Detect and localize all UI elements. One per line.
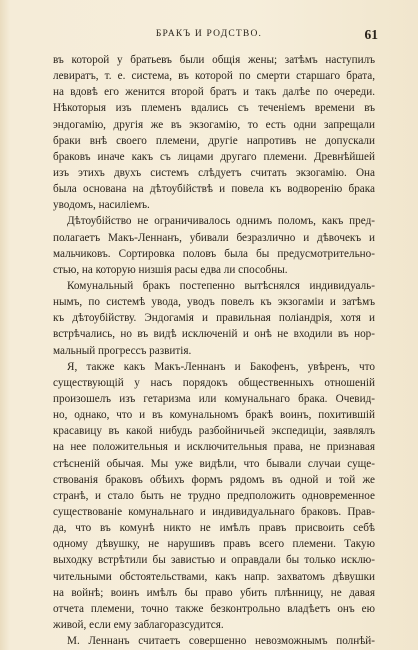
- text-line: выходку встрѣтили бы завистью и оправдали бы только исклю-: [53, 554, 375, 567]
- text-line: Дѣтоубійство не ограничивалось однимъ поломъ, какъ пред-: [67, 215, 375, 228]
- text-line: Я, также какъ Макъ-Леннанъ и Бакофенъ, увѣренъ, что: [67, 360, 375, 373]
- text-line: полагаетъ Макъ-Леннанъ, убивали безразлично и дѣвочекъ и: [53, 231, 375, 244]
- text-line: М. Леннанъ считаетъ совершенно невозможнымъ полнѣй-: [67, 635, 375, 648]
- text-line: существованіе комунальнаго и индивидуальнаго браковъ. Прав-: [53, 505, 375, 518]
- text-line: чительными обстоятельствами, какъ напр. захватомъ дѣвушки: [53, 570, 375, 583]
- text-line: стѣсненій обычая. Мы уже видѣли, что бывали случаи суще-: [53, 457, 375, 470]
- running-head: [0, 19, 418, 41]
- text-line: существующій у насъ порядокъ общественныхъ отношеній: [53, 376, 375, 389]
- text-line: произошелъ изъ гетаризма или комунальнаго брака. Очевид-: [53, 392, 375, 405]
- text-line: живой, если ему заблагоразсудится.: [53, 618, 224, 631]
- text-line: на войнѣ; воинъ имѣлъ бы право убить плѣнницу, не давая: [53, 586, 375, 599]
- text-line: левиратъ, т. е. система, въ которой по смерти старшаго брата,: [53, 70, 375, 83]
- text-line: Нѣкоторыя изъ племенъ вдались съ теченіемъ времени въ: [53, 102, 375, 115]
- text-line: уводомъ, насиліемъ.: [53, 199, 150, 212]
- text-line: Комунальный бракъ постепенно вытѣснялся индивидуаль-: [67, 279, 375, 292]
- text-line: странѣ, и стало быть не трудно предположить одновременное: [53, 489, 375, 502]
- text-line: на вдовѣ его женится второй братъ и такъ далѣе по очереди.: [53, 86, 375, 99]
- text-line: браки внѣ своего племени, другіе напротивъ не допускали: [53, 134, 375, 147]
- text-line: была основана на дѣтоубійствѣ и повела къ водворенію брака: [53, 183, 375, 196]
- text-line: ствованія браковъ обѣихъ формъ рядомъ въ одной и той же: [53, 473, 375, 486]
- text-line: нымъ, по системѣ увода, уводъ повелъ къ экзогаміи и затѣмъ: [53, 296, 375, 309]
- text-line: изъ этихъ двухъ системъ слѣдуетъ считать экзогамію. Она: [53, 166, 375, 179]
- text-line: отчета племени, точно также безконтрольно владѣетъ онъ ею: [53, 602, 375, 615]
- running-head-title: БРАКЪ И РОДСТВО.: [155, 29, 263, 39]
- text-line: къ дѣтоубійству. Эндогамія и правильная поліандрія, хотя и: [53, 312, 375, 325]
- text-line: мальчиковъ. Сортировка половъ была бы предусмотрительно-: [53, 247, 375, 260]
- text-line: красавицу въ какой нибудь разбойничьей экспедиціи, заявлялъ: [53, 425, 375, 438]
- text-line: встрѣчались, но въ видѣ исключеній и онѣ не входили въ нор-: [53, 328, 375, 341]
- text-line: стью, на которую низшія расы едва ли способны.: [53, 263, 288, 276]
- page-number: 61: [364, 27, 378, 42]
- text-line: браковъ иначе какъ съ лицами другаго племени. Древнѣйшей: [53, 150, 375, 163]
- text-line: но, однако, что и въ комунальномъ бракѣ воинъ, похитившій: [53, 409, 375, 422]
- text-line: да, что въ комунѣ никто не имѣлъ правъ присвоить себѣ: [53, 522, 375, 535]
- text-line: въ которой у братьевъ были общія жены; затѣмъ наступилъ: [53, 54, 375, 66]
- text-line: на нее положительныя и исключительныя права, не признавая: [53, 441, 375, 454]
- text-line: одному дѣвушку, не нарушивъ правъ всего племени. Такую: [53, 538, 375, 551]
- body-text: [53, 52, 375, 649]
- text-line: мальный прогрессъ развитія.: [53, 344, 192, 357]
- text-line: эндогамію, другія же въ экзогамію, то есть одни запрещали: [53, 118, 375, 131]
